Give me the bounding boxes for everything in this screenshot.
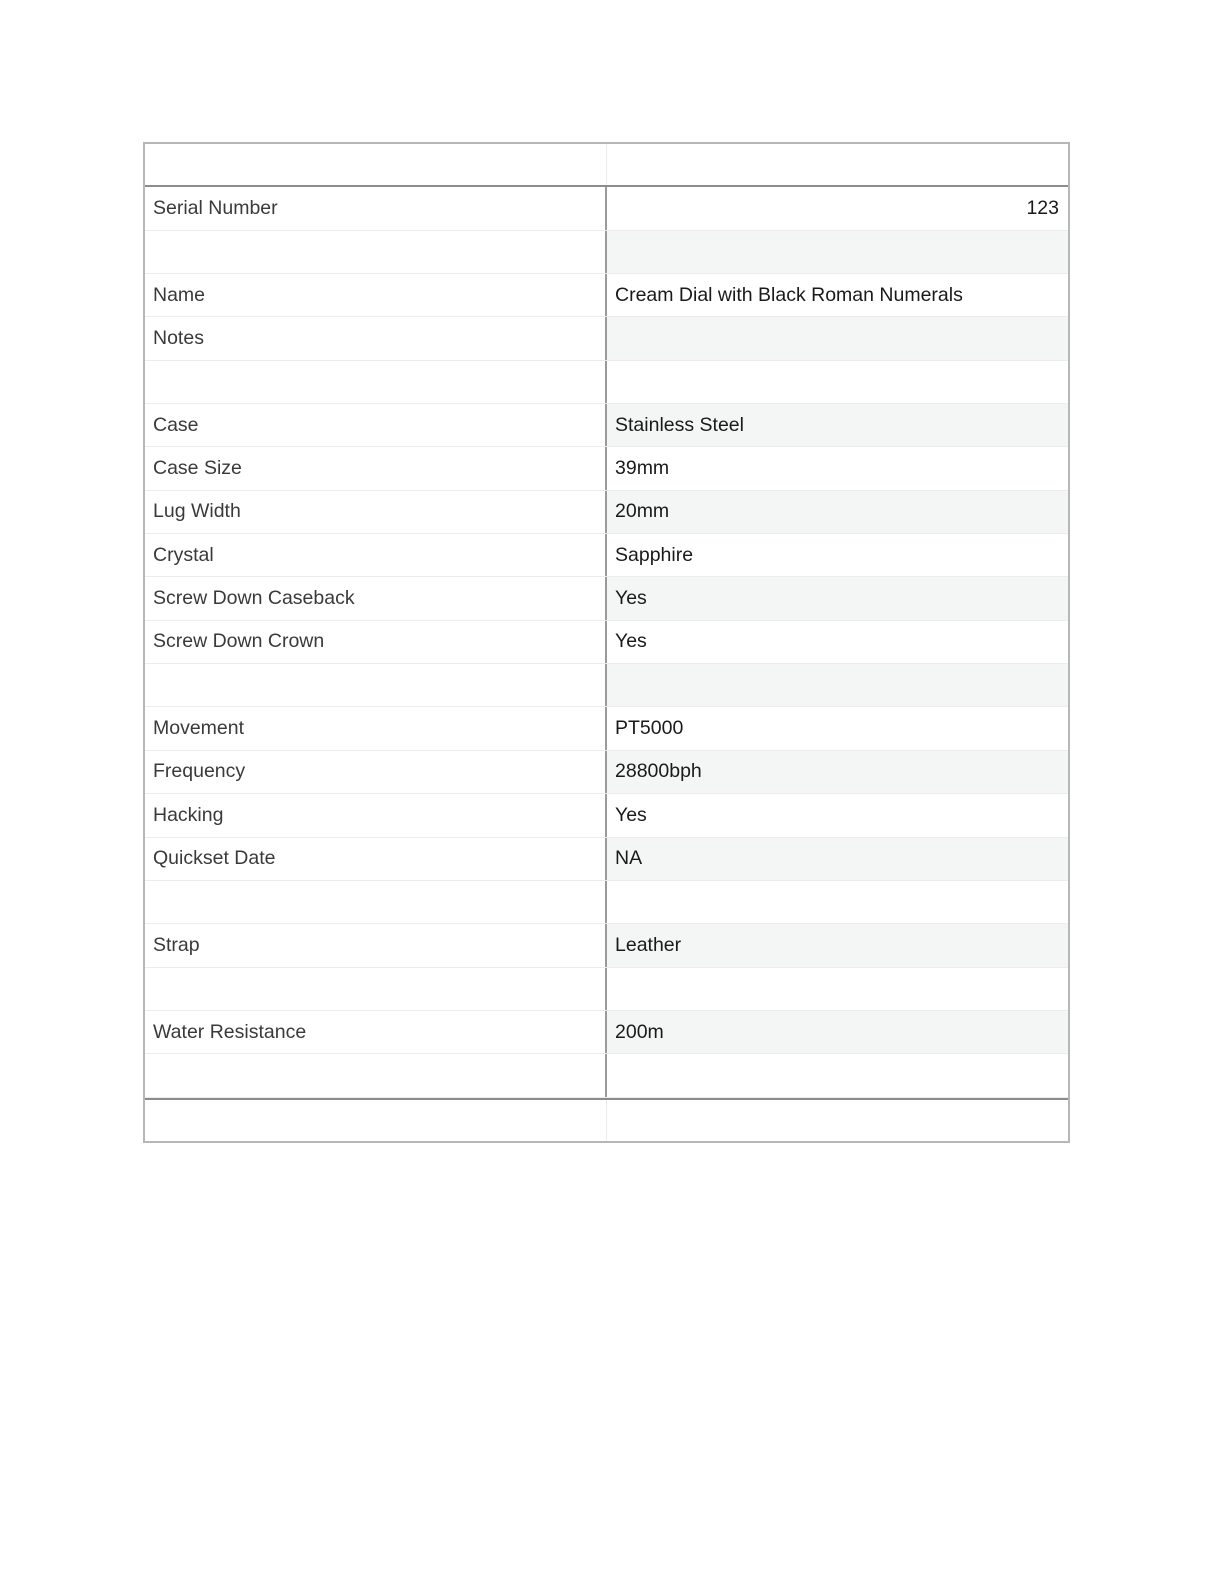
- table-row: [145, 1011, 1068, 1054]
- footer-label-cell[interactable]: [145, 1100, 607, 1141]
- row-value[interactable]: 20mm: [607, 491, 1068, 533]
- table-row: [145, 707, 1068, 750]
- row-value[interactable]: [607, 231, 1068, 273]
- row-value[interactable]: 28800bph: [607, 751, 1068, 793]
- table-row: [145, 924, 1068, 967]
- row-value[interactable]: NA: [607, 838, 1068, 880]
- row-label[interactable]: [145, 664, 607, 706]
- row-label[interactable]: [145, 361, 607, 403]
- row-value[interactable]: Yes: [607, 577, 1068, 619]
- row-value[interactable]: [607, 664, 1068, 706]
- row-value[interactable]: [607, 968, 1068, 1010]
- row-label[interactable]: [145, 231, 607, 273]
- table-row: [145, 534, 1068, 577]
- header-label-cell[interactable]: [145, 144, 607, 185]
- row-value[interactable]: [607, 361, 1068, 403]
- row-label[interactable]: Screw Down Crown: [145, 621, 607, 663]
- table-row: [145, 317, 1068, 360]
- row-value[interactable]: [607, 317, 1068, 359]
- row-label[interactable]: Case Size: [145, 447, 607, 489]
- row-value[interactable]: Sapphire: [615, 543, 694, 566]
- row-label[interactable]: Lug Width: [145, 491, 607, 533]
- table-footer-row: [145, 1098, 1068, 1141]
- row-label[interactable]: [145, 968, 607, 1010]
- table-row: [145, 274, 1068, 317]
- row-label[interactable]: Quickset Date: [145, 838, 607, 880]
- table-row: [145, 187, 1068, 230]
- table-row: [145, 447, 1068, 490]
- row-value[interactable]: 200m: [607, 1011, 1068, 1053]
- row-value[interactable]: PT5000: [615, 717, 684, 740]
- table-row: [145, 664, 1068, 707]
- spec-table: [143, 142, 1070, 1143]
- row-label[interactable]: Strap: [145, 924, 607, 966]
- row-label[interactable]: [145, 1054, 607, 1096]
- footer-value-cell[interactable]: [607, 1100, 1068, 1141]
- table-header-row: [145, 144, 1068, 187]
- header-value-cell[interactable]: [607, 144, 1068, 185]
- row-label[interactable]: Notes: [145, 317, 607, 359]
- table-row: [145, 404, 1068, 447]
- row-value[interactable]: 39mm: [615, 457, 670, 480]
- table-row: [145, 491, 1068, 534]
- row-label[interactable]: [145, 881, 607, 923]
- row-value[interactable]: Leather: [607, 924, 1068, 966]
- table-row: [145, 968, 1068, 1011]
- row-label[interactable]: Hacking: [145, 794, 607, 836]
- table-row: [145, 621, 1068, 664]
- table-row: [145, 577, 1068, 620]
- table-row: [145, 794, 1068, 837]
- row-value[interactable]: Yes: [615, 630, 647, 653]
- row-label[interactable]: Case: [145, 404, 607, 446]
- row-label[interactable]: Frequency: [145, 751, 607, 793]
- row-value[interactable]: Stainless Steel: [607, 404, 1068, 446]
- row-label[interactable]: Name: [145, 274, 607, 316]
- row-label[interactable]: Water Resistance: [145, 1011, 607, 1053]
- row-value[interactable]: Yes: [615, 803, 647, 826]
- row-label[interactable]: Screw Down Caseback: [145, 577, 607, 619]
- table-row: [145, 838, 1068, 881]
- row-value[interactable]: [607, 881, 1068, 923]
- row-label[interactable]: Crystal: [145, 534, 607, 576]
- table-row: [145, 361, 1068, 404]
- table-row: [145, 1054, 1068, 1097]
- table-row: [145, 231, 1068, 274]
- row-label[interactable]: Movement: [145, 707, 607, 749]
- row-label[interactable]: Serial Number: [145, 187, 607, 229]
- row-value[interactable]: Cream Dial with Black Roman Numerals: [615, 283, 963, 306]
- table-row: [145, 751, 1068, 794]
- row-value[interactable]: 123: [1026, 197, 1059, 220]
- row-value[interactable]: [607, 1054, 1068, 1096]
- table-row: [145, 881, 1068, 924]
